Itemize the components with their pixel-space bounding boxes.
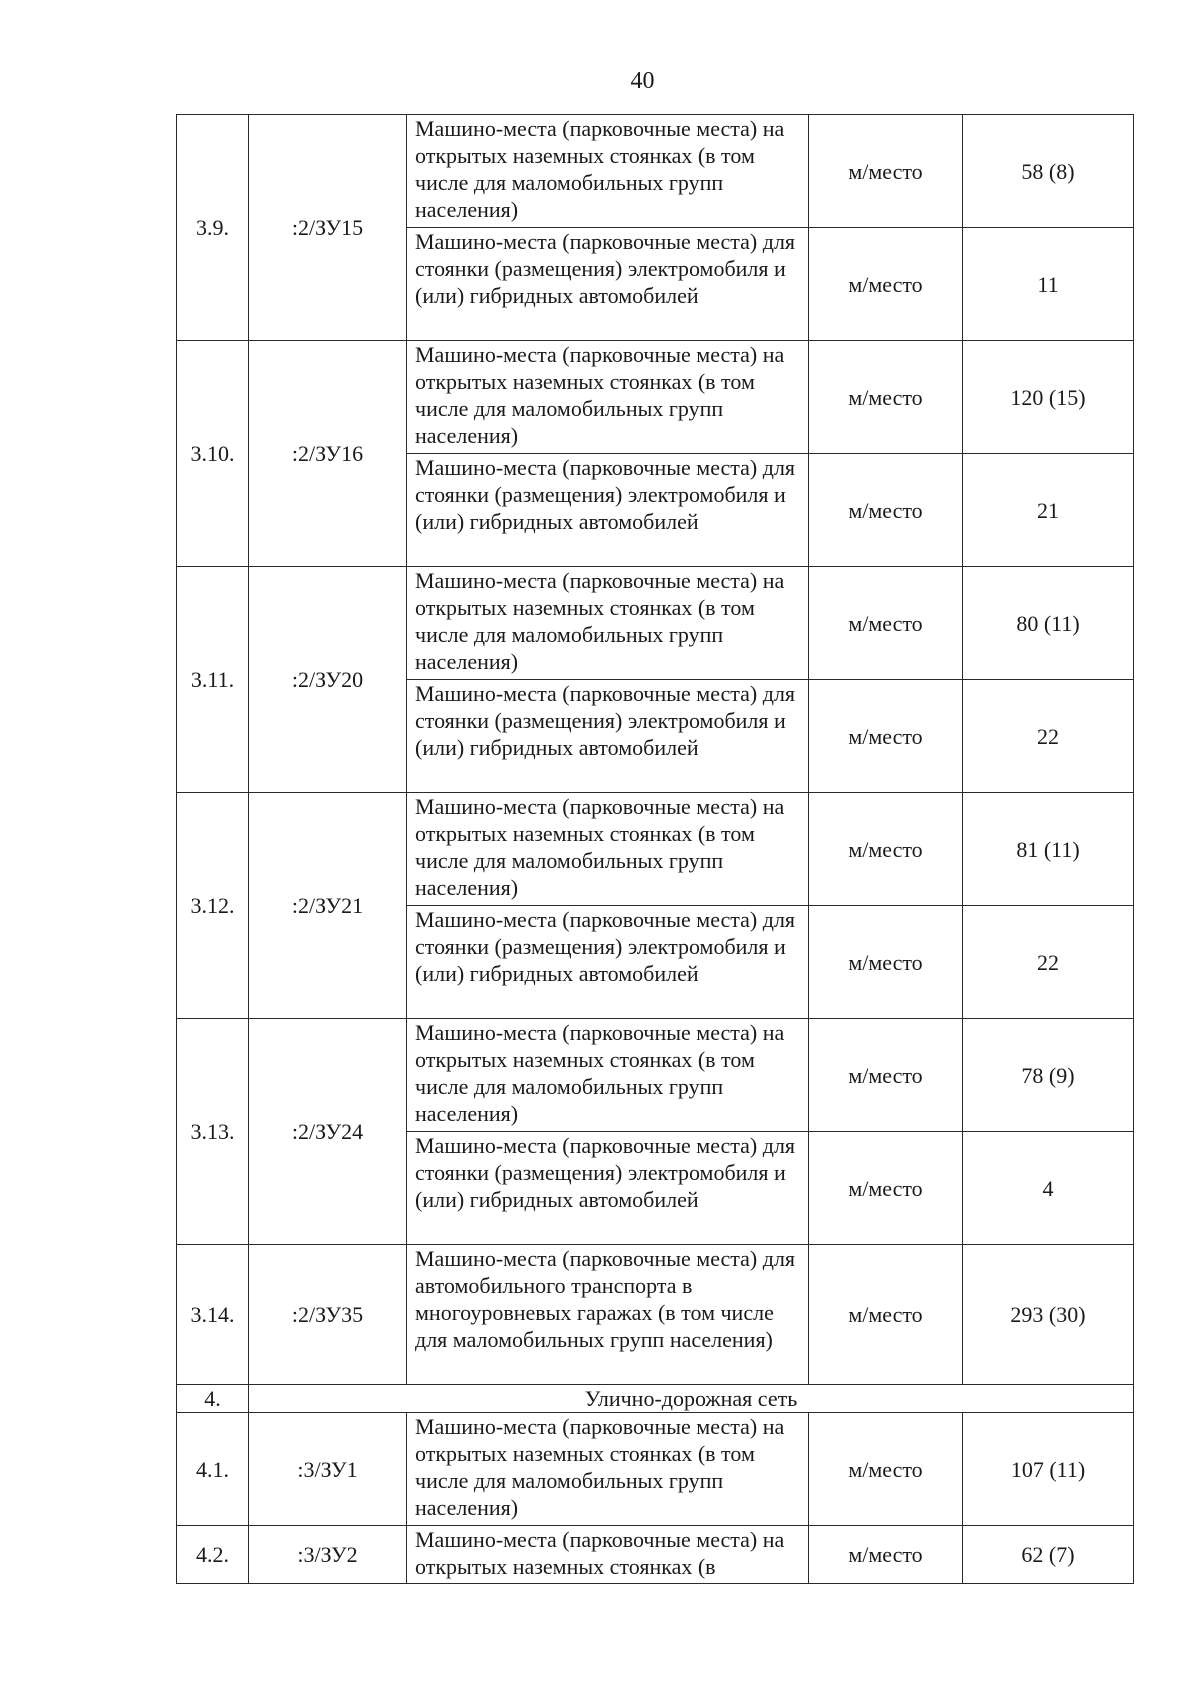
description: Машино-места (парковочные места) для стоянки (размещения) электромобиля и (или) гибридных автомобилей (415, 455, 796, 534)
row-number: 3.9. (177, 115, 249, 341)
description: Машино-места (парковочные места) на открытых наземных стоянках (в (415, 1527, 785, 1579)
parking-table (176, 114, 1134, 1584)
parcel-code: :2/ЗУ21 (249, 793, 407, 1019)
description: Машино-места (парковочные места) на открытых наземных стоянках (в том числе для маломобильных групп населения) (415, 1020, 785, 1126)
description-cell (407, 115, 809, 228)
unit-cell: м/место (809, 906, 963, 1019)
unit-cell: м/место (809, 454, 963, 567)
description-cell (407, 1019, 809, 1132)
table-row (177, 1245, 1134, 1385)
unit-cell: м/место (809, 567, 963, 680)
value-cell: 80 (11) (963, 567, 1134, 680)
table-row (177, 1019, 1134, 1132)
unit-cell: м/место (809, 1413, 963, 1526)
description-cell (407, 1132, 809, 1245)
value-cell: 11 (963, 228, 1134, 341)
value-cell: 120 (15) (963, 341, 1134, 454)
description: Машино-места (парковочные места) на открытых наземных стоянках (в том числе для маломобильных групп населения) (415, 568, 785, 674)
unit-cell: м/место (809, 1526, 963, 1584)
unit-cell: м/место (809, 1245, 963, 1385)
description: Машино-места (парковочные места) на открытых наземных стоянках (в том числе для маломобильных групп населения) (415, 1414, 785, 1520)
unit-cell: м/место (809, 115, 963, 228)
description: Машино-места (парковочные места) для стоянки (размещения) электромобиля и (или) гибридных автомобилей (415, 229, 796, 308)
parcel-code: :2/ЗУ16 (249, 341, 407, 567)
table-row (177, 793, 1134, 906)
description-cell (407, 228, 809, 341)
parcel-code: :2/ЗУ24 (249, 1019, 407, 1245)
description: Машино-места (парковочные места) для автомобильного транспорта в многоуровневых гаражах (в том числе для маломобильных групп населения) (415, 1246, 796, 1352)
row-number: 3.12. (177, 793, 249, 1019)
value-cell: 22 (963, 680, 1134, 793)
row-number: 4.2. (177, 1526, 249, 1584)
row-number: 3.14. (177, 1245, 249, 1385)
value-cell: 21 (963, 454, 1134, 567)
value-cell: 81 (11) (963, 793, 1134, 906)
section-row (177, 1385, 1134, 1413)
description-cell (407, 793, 809, 906)
description-cell (407, 341, 809, 454)
value-cell: 58 (8) (963, 115, 1134, 228)
page-number: 40 (630, 68, 655, 94)
section-title: Улично-дорожная сеть (249, 1385, 1134, 1413)
description: Машино-места (парковочные места) на открытых наземных стоянках (в том числе для маломобильных групп населения) (415, 116, 785, 222)
value-cell: 293 (30) (963, 1245, 1134, 1385)
description: Машино-места (парковочные места) на открытых наземных стоянках (в том числе для маломобильных групп населения) (415, 794, 785, 900)
parcel-code: :2/ЗУ35 (249, 1245, 407, 1385)
unit-cell: м/место (809, 680, 963, 793)
description-cell (407, 1245, 809, 1385)
value-cell: 22 (963, 906, 1134, 1019)
value-cell: 107 (11) (963, 1413, 1134, 1526)
parcel-code: :3/ЗУ2 (249, 1526, 407, 1584)
description-cell (407, 454, 809, 567)
parcel-code: :2/ЗУ15 (249, 115, 407, 341)
value-cell: 78 (9) (963, 1019, 1134, 1132)
unit-cell: м/место (809, 341, 963, 454)
description: Машино-места (парковочные места) на открытых наземных стоянках (в том числе для маломобильных групп населения) (415, 342, 785, 448)
unit-cell: м/место (809, 1132, 963, 1245)
row-number: 4.1. (177, 1413, 249, 1526)
table-row (177, 567, 1134, 680)
description: Машино-места (парковочные места) для стоянки (размещения) электромобиля и (или) гибридных автомобилей (415, 907, 796, 986)
parcel-code: :2/ЗУ20 (249, 567, 407, 793)
description: Машино-места (парковочные места) для стоянки (размещения) электромобиля и (или) гибридных автомобилей (415, 1133, 796, 1212)
parcel-code: :3/ЗУ1 (249, 1413, 407, 1526)
description: Машино-места (парковочные места) для стоянки (размещения) электромобиля и (или) гибридных автомобилей (415, 681, 796, 760)
description-cell (407, 1526, 809, 1584)
value-cell: 62 (7) (963, 1526, 1134, 1584)
row-number: 3.13. (177, 1019, 249, 1245)
unit-cell: м/место (809, 1019, 963, 1132)
description-cell (407, 567, 809, 680)
description-cell (407, 680, 809, 793)
description-cell (407, 1413, 809, 1526)
table-row (177, 115, 1134, 228)
unit-cell: м/место (809, 228, 963, 341)
table-row (177, 1413, 1134, 1526)
value-cell: 4 (963, 1132, 1134, 1245)
row-number: 3.11. (177, 567, 249, 793)
table-row (177, 1526, 1134, 1584)
description-cell (407, 906, 809, 1019)
section-number: 4. (177, 1385, 249, 1413)
table-row (177, 341, 1134, 454)
row-number: 3.10. (177, 341, 249, 567)
unit-cell: м/место (809, 793, 963, 906)
